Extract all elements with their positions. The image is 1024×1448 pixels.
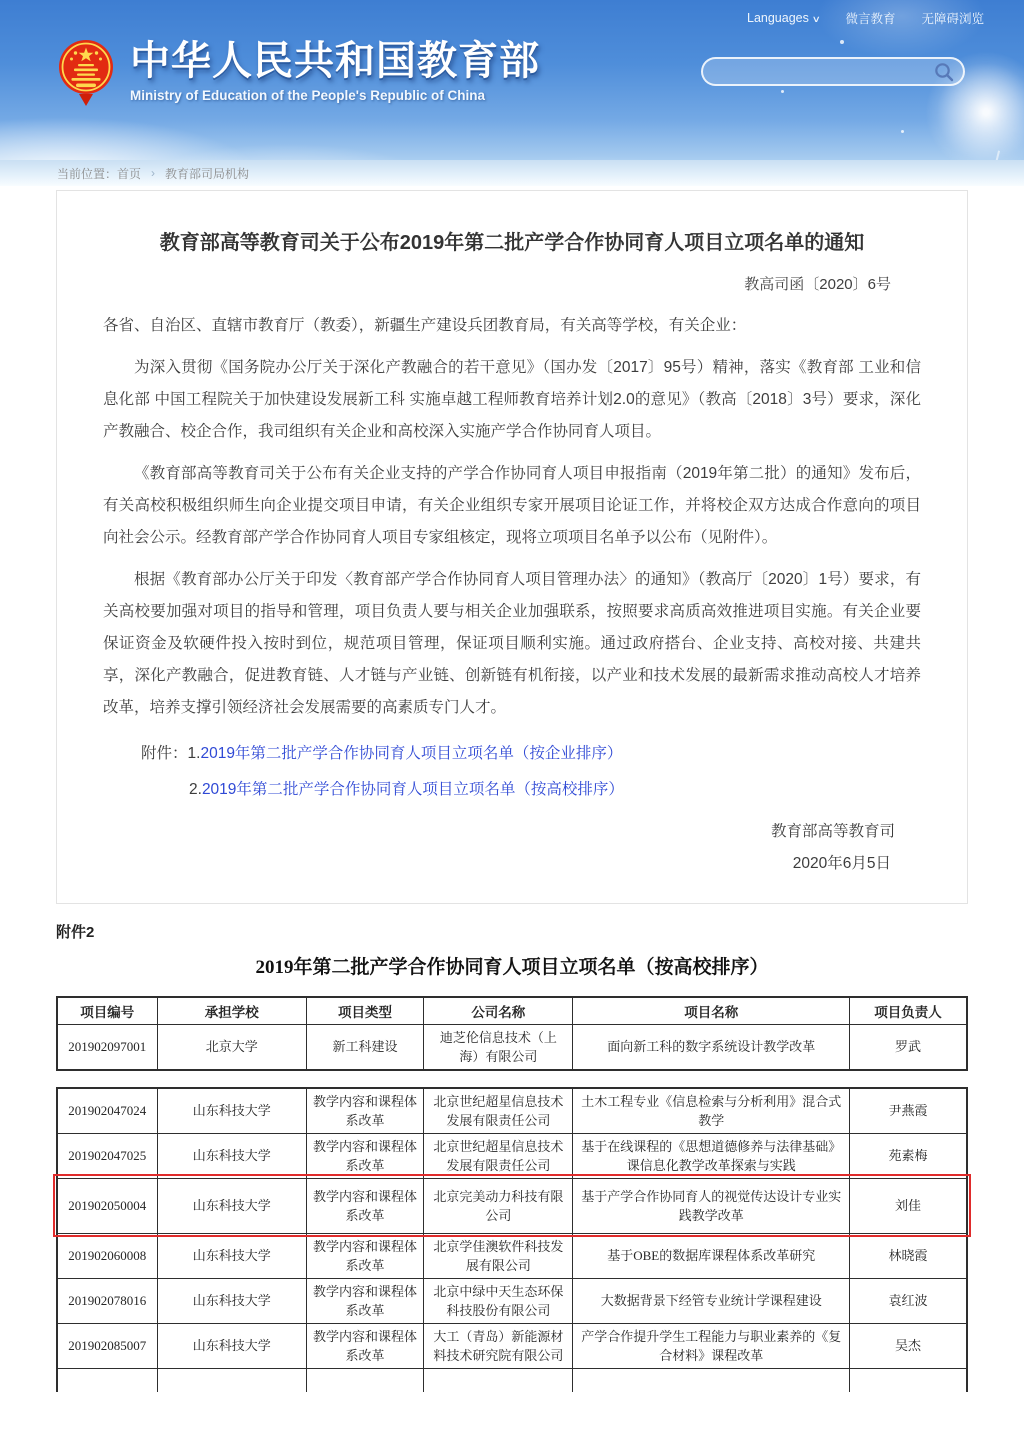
table-row (57, 1024, 967, 1070)
table-cell: 苑素梅 (850, 1133, 967, 1178)
table-header-row (57, 997, 967, 1024)
table-cell: 新工科建设 (306, 1024, 423, 1070)
sparkle-decoration (840, 40, 844, 44)
table-cell: 教学内容和课程体系改革 (306, 1323, 423, 1368)
table-cell: 201902078016 (57, 1278, 157, 1323)
search-icon (933, 61, 955, 83)
table-cell: 201902085007 (57, 1323, 157, 1368)
attachment-2-link[interactable]: 2019年第二批产学合作协同育人项目立项名单（按高校排序） (201, 781, 624, 798)
attachment-line-2 (141, 775, 921, 805)
document-number: 教高司函〔2020〕6号 (744, 276, 891, 293)
table-cell: 北京完美动力科技有限公司 (424, 1178, 573, 1233)
project-tables (56, 996, 968, 1392)
table-cell (850, 1368, 967, 1392)
table-cell (157, 1368, 306, 1392)
header-top-links (747, 9, 984, 27)
table-cell: 教学内容和课程体系改革 (306, 1088, 423, 1134)
document-paragraph: 为深入贯彻《国务院办公厅关于深化产教融合的若干意见》（国办发〔2017〕95号）精神，落实《教育部 工业和信息化部 中国工程院关于加快建设发展新工科 实施卓越工程师教育培养计划2.0的意见》（教高〔2018〕3号）要求，深化产教融合、校企合作，我司组织有关企业和高校深入实施产学合作协同育人项目。 (103, 359, 921, 440)
site-subtitle: Ministry of Education of the People's Republic of China (130, 88, 485, 103)
table-cell: 教学内容和课程体系改革 (306, 1278, 423, 1323)
table-cell: 北京中绿中天生态环保科技股份有限公司 (424, 1278, 573, 1323)
table-cell: 面向新工科的数字系统设计教学改革 (573, 1024, 850, 1070)
project-table-part2 (56, 1087, 968, 1393)
table-cell: 北京世纪超星信息技术发展有限责任公司 (424, 1133, 573, 1178)
table-cell: 罗武 (850, 1024, 967, 1070)
table-column-header: 公司名称 (424, 997, 573, 1024)
table-cell: 大数据背景下经管专业统计学课程建设 (573, 1278, 850, 1323)
table-column-header: 项目名称 (573, 997, 850, 1024)
table-cell: 基于OBE的数据库课程体系改革研究 (573, 1233, 850, 1278)
attachment2-table-title: 2019年第二批产学合作协同育人项目立项名单（按高校排序） (255, 957, 769, 978)
document-paragraphs (103, 352, 921, 724)
attachment2-label: 附件2 (56, 924, 95, 941)
attachment-1-link[interactable]: 2019年第二批产学合作协同育人项目立项名单（按企业排序） (200, 745, 623, 762)
table-cell: 山东科技大学 (157, 1088, 306, 1134)
table-cell: 201902047025 (57, 1133, 157, 1178)
table-cell: 山东科技大学 (157, 1233, 306, 1278)
document-date: 2020年6月5日 (792, 855, 891, 872)
chevron-down-icon: ∨ (811, 14, 821, 24)
signature-block (103, 819, 921, 877)
table-cell: 产学合作提升学生工程能力与职业素养的《复合材料》课程改革 (573, 1323, 850, 1368)
attachments-block (141, 739, 921, 805)
table-cell: 山东科技大学 (157, 1133, 306, 1178)
table-column-header: 项目编号 (57, 997, 157, 1024)
attachments-label: 附件： (141, 745, 188, 762)
table-cell: 北京大学 (157, 1024, 306, 1070)
sparkle-decoration (901, 130, 904, 133)
table-cell: 山东科技大学 (157, 1278, 306, 1323)
table-row (57, 1233, 967, 1278)
site-header (0, 0, 1024, 160)
table-column-header: 项目类型 (306, 997, 423, 1024)
table-cell: 基于产学合作协同育人的视觉传达设计专业实践教学改革 (573, 1178, 850, 1233)
table-cell (573, 1368, 850, 1392)
site-brand (56, 38, 540, 108)
document-salutation: 各省、自治区、直辖市教育厅（教委），新疆生产建设兵团教育局，有关高等学校，有关企业： (103, 317, 747, 334)
table-cell: 教学内容和课程体系改革 (306, 1133, 423, 1178)
project-table-part1 (56, 996, 968, 1071)
table-cell: 尹燕霞 (850, 1088, 967, 1134)
table-cell: 北京学佳澳软件科技发展有限公司 (424, 1233, 573, 1278)
table-row-highlighted (57, 1178, 967, 1233)
table-cell: 袁红波 (850, 1278, 967, 1323)
languages-menu[interactable]: Languages ∨ (747, 11, 821, 25)
breadcrumb-home-link[interactable]: 首页 (117, 166, 142, 181)
document-paragraph: 根据《教育部办公厅关于印发〈教育部产学合作协同育人项目管理办法〉的通知》（教高厅〔2020〕1号）要求，有关高校要加强对项目的指导和管理，项目负责人要与相关企业加强联系，按照要求高质高效推进项目实施。有关企业要保证资金及软硬件投入按时到位，规范项目管理，保证项目顺利实施。通过政府搭台、企业支持、高校对接、共建共享，深化产教融合，促进教育链、人才链与产业链、创新链有机衔接，以产业和技术发展的最新需求推动高校人才培养改革，培养支撑引领经济社会发展需要的高素质专门人才。 (103, 571, 921, 716)
breadcrumb-separator: › (151, 166, 156, 180)
table-row (57, 1368, 967, 1392)
table-row (57, 1278, 967, 1323)
table-cell: 刘佳 (850, 1178, 967, 1233)
table-column-header: 承担学校 (157, 997, 306, 1024)
search-input[interactable] (717, 64, 933, 79)
accessibility-link[interactable]: 无障碍浏览 (921, 12, 984, 26)
table-cell: 土木工程专业《信息检索与分析利用》混合式教学 (573, 1088, 850, 1134)
attachment-2-prefix: 2. (189, 781, 202, 798)
table-cell: 基于在线课程的《思想道德修养与法律基础》课信息化教学改革探索与实践 (573, 1133, 850, 1178)
table-row (57, 1088, 967, 1134)
table-cell: 201902097001 (57, 1024, 157, 1070)
table-row (57, 1323, 967, 1368)
document-signer: 教育部高等教育司 (770, 823, 895, 840)
document-paragraph: 《教育部高等教育司关于公布有关企业支持的产学合作协同育人项目申报指南（2019年第二批）的通知》发布后，有关高校积极组织师生向企业提交项目申请，有关企业组织专家开展项目论证工作，并将校企双方达成合作意向的项目向社会公示。经教育部产学合作协同育人项目专家组核定，现将立项项目名单予以公布（见附件）。 (103, 465, 921, 546)
table-column-header: 项目负责人 (850, 997, 967, 1024)
document-card (56, 190, 968, 904)
table-cell: 201902060008 (57, 1233, 157, 1278)
breadcrumb (0, 160, 1024, 186)
search-button[interactable] (933, 61, 955, 83)
table-cell: 201902047024 (57, 1088, 157, 1134)
sparkle-decoration (781, 90, 784, 93)
table-cell: 教学内容和课程体系改革 (306, 1178, 423, 1233)
site-title: 中华人民共和国教育部 (130, 39, 540, 83)
table-cell: 吴杰 (850, 1323, 967, 1368)
table-cell: 教学内容和课程体系改革 (306, 1233, 423, 1278)
weiyan-education-link[interactable]: 微言教育 (845, 12, 896, 26)
table-cell: 迪芝伦信息技术（上海）有限公司 (424, 1024, 573, 1070)
table-cell (424, 1368, 573, 1392)
table-cell (57, 1368, 157, 1392)
national-emblem-logo (56, 38, 116, 108)
table-cell (306, 1368, 423, 1392)
table-cell: 北京世纪超星信息技术发展有限责任公司 (424, 1088, 573, 1134)
search-box (701, 57, 965, 86)
document-title: 教育部高等教育司关于公布2019年第二批产学合作协同育人项目立项名单的通知 (159, 232, 865, 254)
breadcrumb-current-link[interactable]: 教育部司局机构 (165, 166, 250, 181)
table-cell: 201902050004 (57, 1178, 157, 1233)
table-cell: 山东科技大学 (157, 1178, 306, 1233)
attachment-line-1 (141, 739, 921, 769)
breadcrumb-label: 当前位置： (57, 166, 118, 181)
table-cell: 大工（青岛）新能源材料技术研究院有限公司 (424, 1323, 573, 1368)
attachment-1-prefix: 1. (187, 745, 201, 762)
table-cell: 山东科技大学 (157, 1323, 306, 1368)
table-row (57, 1133, 967, 1178)
table-cell: 林晓霞 (850, 1233, 967, 1278)
